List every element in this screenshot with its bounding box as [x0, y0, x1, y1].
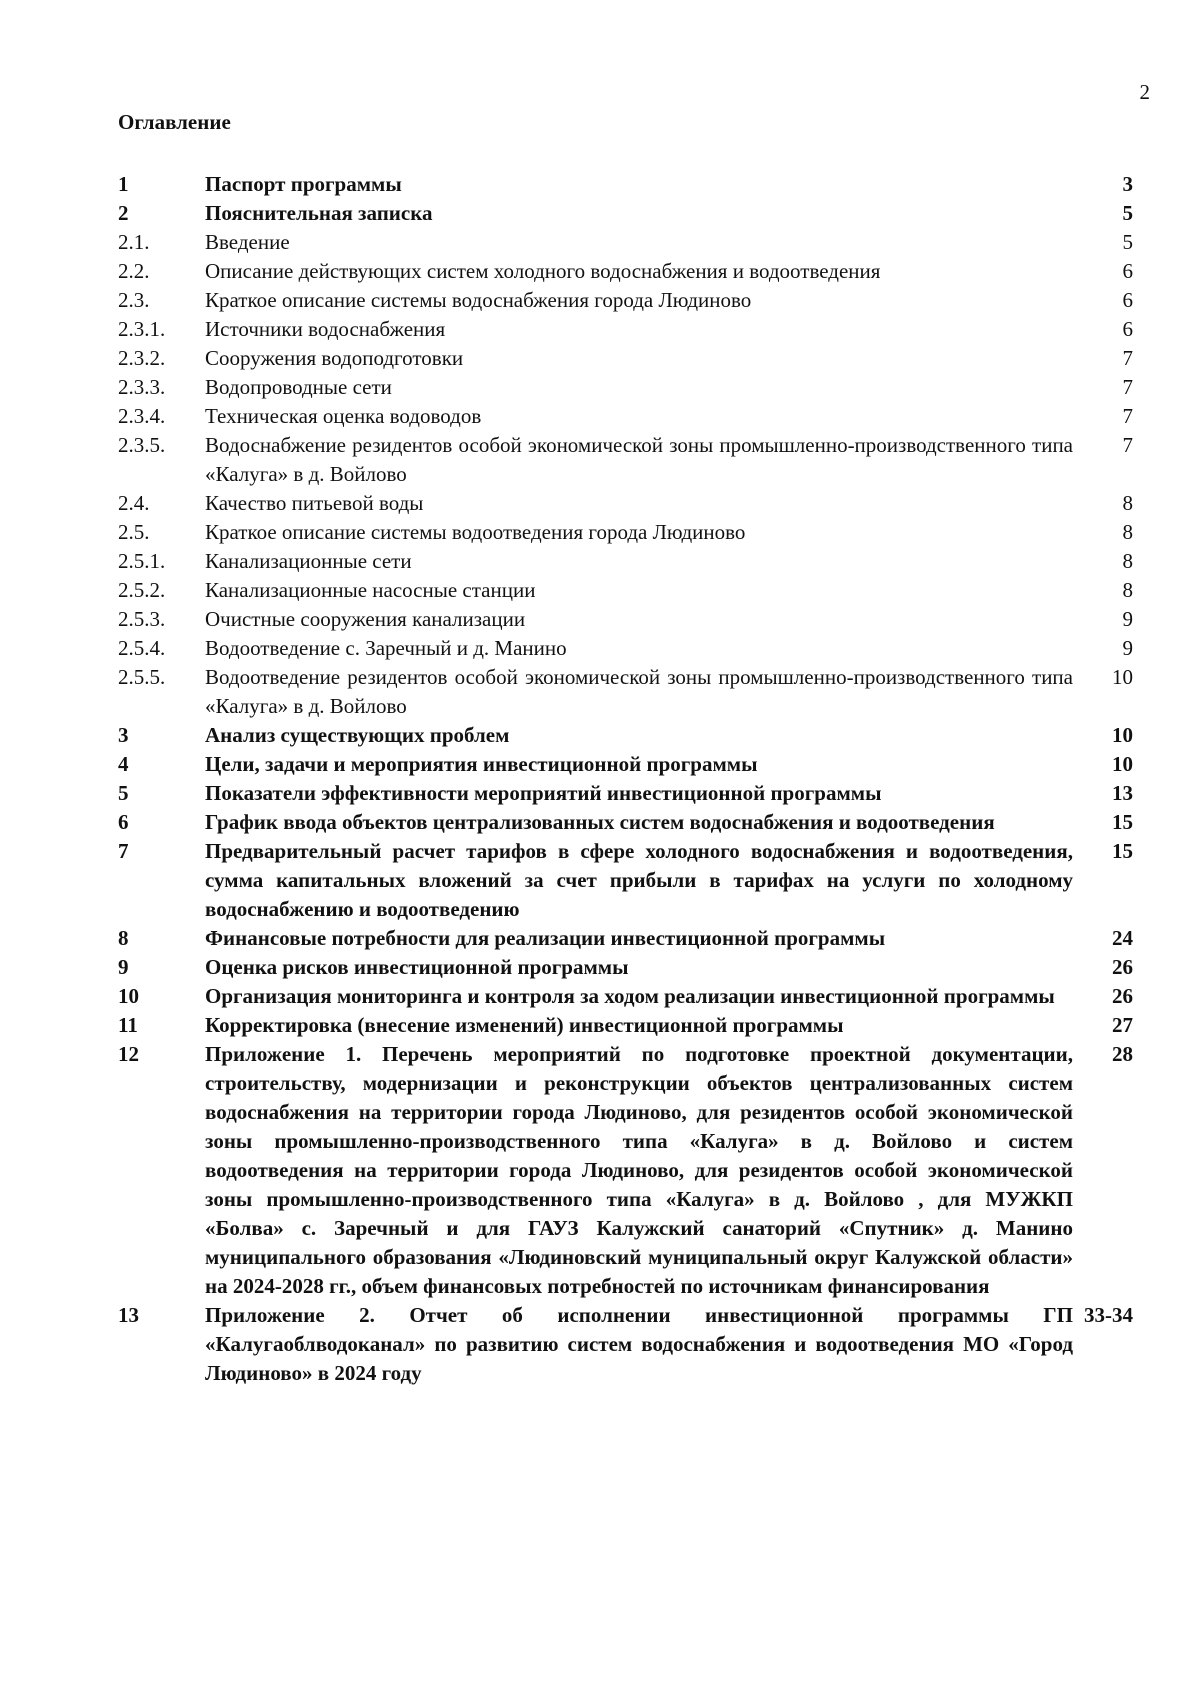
toc-entry-title: Приложение 1. Перечень мероприятий по подготовке проектной документации, строительству, модернизации и реконструкции объектов централизованных систем водоснабжения на территории города Людиново, для резидентов особой экономической зоны промышленно-производственного типа «Калуга» в д. Войлово и систем водоотведения на территории города Людиново, для резидентов особой экономической зоны промышленно-производственного типа «Калуга» в д. Войлово , для МУЖКП «Болва» с. Заречный и для ГАУЗ Калужский санаторий «Спутник» д. Манино муниципального образования «Людиновский муниципальный округ Калужской области» на 2024-2028 гг., объем финансовых потребностей по источникам финансирования	[205, 1042, 1073, 1298]
toc-entry-number: 12	[118, 1042, 139, 1066]
toc-entry-number: 11	[118, 1013, 138, 1037]
toc-entry[interactable]	[118, 1011, 1133, 1040]
toc-entry-page: 10	[1112, 752, 1133, 776]
toc-entry-number: 2.5.5.	[118, 665, 166, 689]
toc-entry[interactable]	[118, 576, 1133, 605]
toc-entry-title: Водоотведение с. Заречный и д. Манино	[205, 636, 567, 660]
toc-entry[interactable]	[118, 1040, 1133, 1301]
toc-entry[interactable]	[118, 837, 1133, 924]
toc-entry-number: 9	[118, 955, 129, 979]
toc-entry[interactable]	[118, 779, 1133, 808]
toc-entry-page: 10	[1112, 665, 1133, 689]
toc-entry-title: Водоснабжение резидентов особой экономической зоны промышленно-производственного типа «Калуга» в д. Войлово	[205, 433, 1073, 486]
toc-entry-number: 8	[118, 926, 129, 950]
toc-entry-page: 7	[1122, 404, 1133, 428]
toc-entry-number: 2.3.1.	[118, 317, 166, 341]
toc-entry-number: 5	[118, 781, 129, 805]
toc-entry-number: 2.3.5.	[118, 433, 166, 457]
toc-entry-title: Паспорт программы	[205, 172, 402, 196]
toc-entry-page: 9	[1122, 607, 1133, 631]
toc-entry-page: 6	[1122, 259, 1133, 283]
toc-entry-page: 5	[1122, 230, 1133, 254]
toc-entry[interactable]	[118, 605, 1133, 634]
toc-entry[interactable]	[118, 170, 1133, 199]
toc-entry[interactable]	[118, 547, 1133, 576]
toc-entry-number: 2.2.	[118, 259, 150, 283]
toc-entry-number: 2.5.3.	[118, 607, 166, 631]
toc-entry-title: Сооружения водоподготовки	[205, 346, 464, 370]
toc-entry-page: 33-34	[1084, 1303, 1133, 1327]
page-number: 2	[1139, 80, 1150, 104]
toc-entry-title: Пояснительная записка	[205, 201, 433, 225]
toc-entry-page: 26	[1112, 984, 1133, 1008]
toc-entry-page: 27	[1112, 1013, 1133, 1037]
toc-entry-page: 10	[1112, 723, 1133, 747]
toc-entry-title: Качество питьевой воды	[205, 491, 424, 515]
toc-entry-number: 10	[118, 984, 139, 1008]
toc-entry-page: 9	[1122, 636, 1133, 660]
toc-entry-title: Предварительный расчет тарифов в сфере холодного водоснабжения и водоотведения, сумма капитальных вложений за счет прибыли в тарифах на услуги по холодному водоснабжению и водоотведению	[205, 839, 1073, 921]
toc-entry-page: 15	[1112, 810, 1133, 834]
toc-entry-number: 2.5.	[118, 520, 150, 544]
toc-entry-title: Техническая оценка водоводов	[205, 404, 482, 428]
toc-entry-number: 2.5.2.	[118, 578, 166, 602]
toc-entry-number: 2.5.4.	[118, 636, 166, 660]
toc-entry[interactable]	[118, 518, 1133, 547]
toc-entry-page: 8	[1122, 578, 1133, 602]
toc-entry[interactable]	[118, 402, 1133, 431]
toc-entry-number: 7	[118, 839, 129, 863]
toc-entry[interactable]	[118, 315, 1133, 344]
toc-entry-title: Введение	[205, 230, 290, 254]
toc-entry-title: Очистные сооружения канализации	[205, 607, 526, 631]
toc-entry[interactable]	[118, 924, 1133, 953]
toc-title: Оглавление	[118, 110, 231, 134]
toc-entry-page: 3	[1122, 172, 1133, 196]
toc-entry-number: 2.4.	[118, 491, 150, 515]
toc-entry[interactable]	[118, 953, 1133, 982]
toc-entry[interactable]	[118, 663, 1133, 721]
toc-entry-number: 1	[118, 172, 129, 196]
table-of-contents	[118, 170, 1133, 1388]
toc-entry-title: Описание действующих систем холодного водоснабжения и водоотведения	[205, 259, 881, 283]
toc-entry-number: 13	[118, 1303, 139, 1327]
toc-entry[interactable]	[118, 489, 1133, 518]
toc-entry-title: Краткое описание системы водоотведения города Людиново	[205, 520, 746, 544]
toc-entry-number: 2	[118, 201, 129, 225]
toc-entry-number: 2.5.1.	[118, 549, 166, 573]
toc-entry-title: Водоотведение резидентов особой экономической зоны промышленно-производственного типа «Калуга» в д. Войлово	[205, 665, 1073, 718]
toc-entry-number: 6	[118, 810, 129, 834]
toc-entry-page: 26	[1112, 955, 1133, 979]
toc-entry-title: Финансовые потребности для реализации инвестиционной программы	[205, 926, 886, 950]
toc-entry[interactable]	[118, 1301, 1133, 1388]
toc-entry-number: 2.3.2.	[118, 346, 166, 370]
toc-entry-number: 2.3.4.	[118, 404, 166, 428]
toc-entry-title: Приложение 2. Отчет об исполнении инвестиционной программы ГП «Калугаоблводоканал» по развитию систем водоснабжения и водоотведения МО «Город Людиново» в 2024 году	[205, 1303, 1073, 1385]
toc-entry[interactable]	[118, 344, 1133, 373]
toc-entry-title: Источники водоснабжения	[205, 317, 446, 341]
toc-entry-title: Цели, задачи и мероприятия инвестиционной программы	[205, 752, 758, 776]
toc-entry-title: Корректировка (внесение изменений) инвестиционной программы	[205, 1013, 844, 1037]
toc-entry-title: Оценка рисков инвестиционной программы	[205, 955, 629, 979]
toc-entry-title: Анализ существующих проблем	[205, 723, 510, 747]
toc-entry[interactable]	[118, 228, 1133, 257]
toc-entry-title: График ввода объектов централизованных систем водоснабжения и водоотведения	[205, 810, 995, 834]
toc-entry[interactable]	[118, 982, 1133, 1011]
toc-entry[interactable]	[118, 634, 1133, 663]
toc-entry-title: Показатели эффективности мероприятий инвестиционной программы	[205, 781, 882, 805]
toc-entry-page: 13	[1112, 781, 1133, 805]
toc-entry-page: 7	[1122, 375, 1133, 399]
toc-entry[interactable]	[118, 257, 1133, 286]
toc-entry-title: Канализационные насосные станции	[205, 578, 536, 602]
toc-entry-title: Канализационные сети	[205, 549, 412, 573]
toc-entry[interactable]	[118, 750, 1133, 779]
toc-entry-number: 3	[118, 723, 129, 747]
toc-entry-page: 6	[1122, 317, 1133, 341]
toc-entry[interactable]	[118, 286, 1133, 315]
toc-entry[interactable]	[118, 721, 1133, 750]
toc-entry[interactable]	[118, 199, 1133, 228]
toc-entry-page: 24	[1112, 926, 1133, 950]
toc-entry[interactable]	[118, 808, 1133, 837]
toc-entry-page: 7	[1122, 433, 1133, 457]
toc-entry-page: 15	[1112, 839, 1133, 863]
toc-entry[interactable]	[118, 431, 1133, 489]
toc-entry-page: 7	[1122, 346, 1133, 370]
toc-entry-number: 2.3.3.	[118, 375, 166, 399]
toc-entry-page: 8	[1122, 520, 1133, 544]
toc-entry-title: Организация мониторинга и контроля за ходом реализации инвестиционной программы	[205, 984, 1055, 1008]
toc-entry-title: Краткое описание системы водоснабжения города Людиново	[205, 288, 752, 312]
toc-entry-page: 5	[1122, 201, 1133, 225]
toc-entry-title: Водопроводные сети	[205, 375, 392, 399]
toc-entry-page: 6	[1122, 288, 1133, 312]
toc-entry[interactable]	[118, 373, 1133, 402]
toc-entry-number: 2.3.	[118, 288, 150, 312]
toc-entry-number: 4	[118, 752, 129, 776]
toc-entry-page: 8	[1122, 549, 1133, 573]
toc-entry-page: 8	[1122, 491, 1133, 515]
toc-entry-number: 2.1.	[118, 230, 150, 254]
toc-entry-page: 28	[1112, 1042, 1133, 1066]
